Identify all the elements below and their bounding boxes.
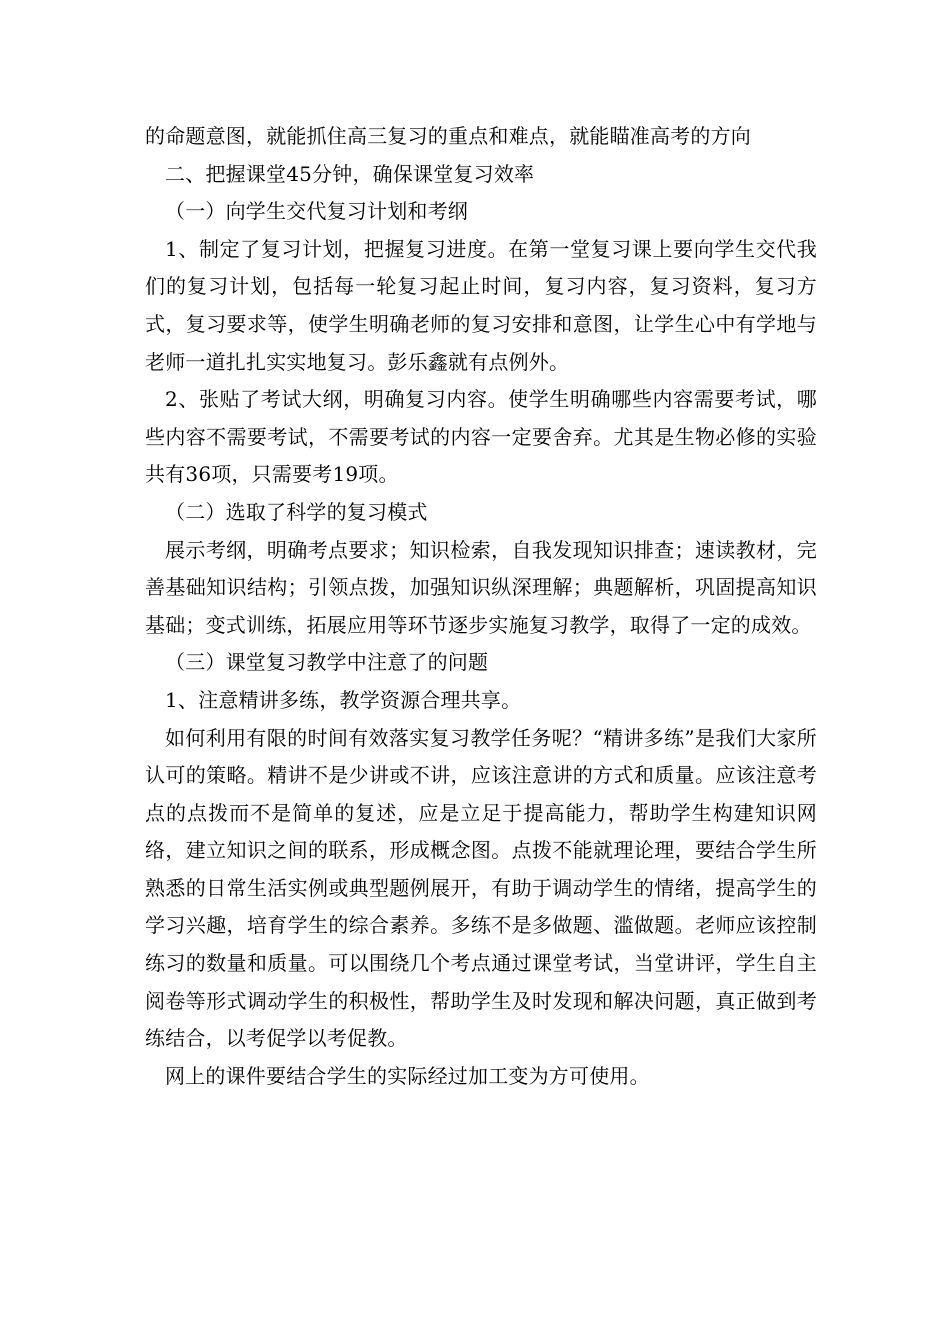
paragraph-teaching-practice: 如何利用有限的时间有效落实复习教学任务呢？“精讲多练”是我们大家所认可的策略。精讲不是少讲或不讲，应该注意讲的方式和质量。应该注意考点的点拨而不是简单的复述，应是立足于提高能力，帮助学生构建知识网络，建立知识之间的联系，形成概念图。点拨不能就理论理，要结合学生所熟悉的日常生活实例或典型题例展开，有助于调动学生的情绪，提高学生的学习兴趣，培育学生的综合素养。多练不是多做题、滥做题。老师应该控制练习的数量和质量。可以围绕几个考点通过课堂考试，当堂讲评，学生自主阅卷等形式调动学生的积极性，帮助学生及时发现和解决问题，真正做到考练结合，以考促学以考促教。 [145,725,817,1051]
item-heading-1: 1、注意精讲多练，教学资源合理共享。 [165,687,522,712]
document-body [145,118,817,1095]
paragraph-review-mode: 展示考纲，明确考点要求；知识检索，自我发现知识排查；速读教材，完善基础知识结构；引领点拨，加强知识纵深理解；典题解析，巩固提高知识基础；变式训练，拓展应用等环节逐步实施复习教学，取得了一定的成效。 [145,537,817,637]
subsection-heading-1: （一）向学生交代复习计划和考纲 [165,199,468,224]
section-heading-2: 二、把握课堂45分钟，确保课堂复习效率 [165,161,535,186]
subsection-heading-3: （三）课堂复习教学中注意了的问题 [165,650,489,675]
paragraph-exam-outline: 2、张贴了考试大纲，明确复习内容。使学生明确哪些内容需要考试，哪些内容不需要考试，不需要考试的内容一定要舍弃。尤其是生物必修的实验共有36项，只需要考19项。 [145,387,817,487]
paragraph-review-plan: 1、制定了复习计划，把握复习进度。在第一堂复习课上要向学生交代我们的复习计划，包括每一轮复习起止时间，复习内容，复习资料，复习方式，复习要求等，使学生明确老师的复习安排和意图，让学生心中有学地与老师一道扎扎实实地复习。彭乐鑫就有点例外。 [145,236,817,374]
subsection-heading-2: （二）选取了科学的复习模式 [165,499,428,524]
paragraph-continuation: 的命题意图，就能抓住高三复习的重点和难点，就能瞄准高考的方向 [145,124,751,148]
paragraph-online-courseware: 网上的课件要结合学生的实际经过加工变为方可使用。 [165,1063,650,1088]
